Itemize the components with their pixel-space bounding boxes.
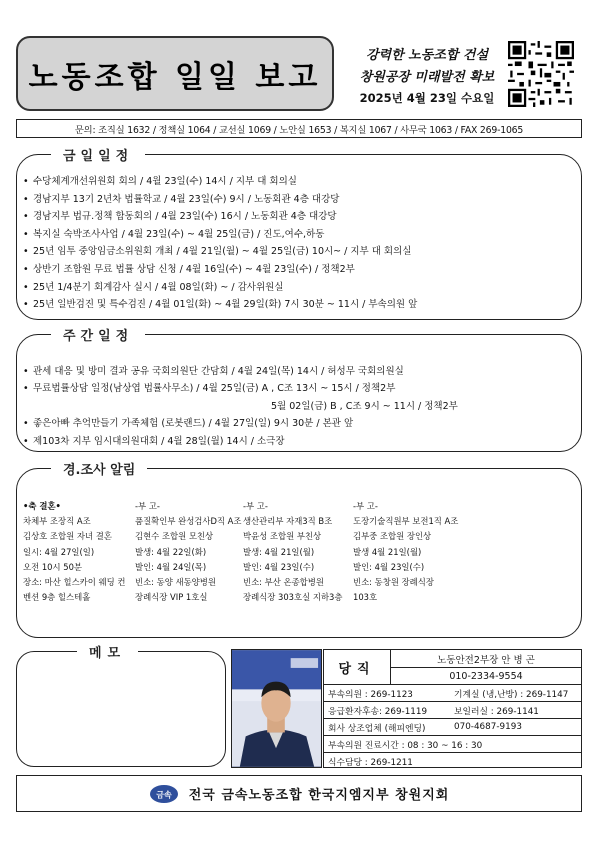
list-item-continuation: 5월 02일(금) B , C조 9시 ~ 11시 / 정책2부 <box>271 400 458 412</box>
duty-officer-phone: 010-2334-9554 <box>391 668 581 685</box>
memo-box <box>16 646 226 767</box>
list-item: • 경남지부 13기 2년차 법률학교 / 4월 23일(수) 9시 / 노동회관 4층 대강당 <box>23 193 340 205</box>
report-date: 2025년 4월 23일 수요일 <box>359 91 495 105</box>
duty-officer-photo <box>231 649 322 768</box>
list-item: • 25년 1/4분기 회계감사 실시 / 4월 08일(화) ~ / 감사위원실 <box>23 281 284 293</box>
slogan-line-2: 창원공장 미래발전 확보 <box>359 70 495 85</box>
today-schedule-section <box>16 149 582 320</box>
event-column-wedding: •축 결혼• 차체부 조장직 A조 김상호 조합원 자녀 결혼 일시: 4월 27일(일) 오전 10시 50분 장소: 마산 힐스카이 웨딩 컨 벤션 9층 힐스테홀 <box>23 501 126 603</box>
list-item: • 복지실 숙박조사사업 / 4월 23일(수) ~ 4월 25일(금) / 진도,여수,하동 <box>23 228 325 240</box>
contact-extensions: 문의: 조직실 1632 / 정책실 1064 / 교선실 1069 / 노안실 1653 / 복지실 1067 / 사무국 1063 / FAX 269-1065 <box>16 119 582 138</box>
list-item: • 25년 일반검진 및 특수검진 / 4월 01일(화) ~ 4월 29일(화) 7시 30분 ~ 11시 / 부속의원 앞 <box>23 299 418 311</box>
union-logo-text: 금속 <box>155 790 172 799</box>
event-column-funeral-2: -부 고- 생산관리부 자재3직 B조 박윤성 조합원 부친상 발생: 4월 21일(월) 발인: 4월 23일(수) 빈소: 부산 온종합병원 장례식장 303호실 지하3층 <box>243 501 343 603</box>
duty-info-panel <box>323 649 582 768</box>
list-item: • 경남지부 법규.정책 합동회의 / 4월 23일(수) 16시 / 노동회관 4층 대강당 <box>23 211 337 223</box>
duty-row: 부속의원 : 269-1123 기계실 (냉,난방) : 269-1147 <box>324 685 581 702</box>
duty-row: 응급환자후송: 269-1119 보일러실 : 269-1141 <box>324 702 581 719</box>
list-item: • 관세 대응 및 방미 결과 공유 국회의원단 간담회 / 4월 24일(목) 14시 / 허성무 국회의원실 <box>23 366 404 377</box>
slogan-line-1: 강력한 노동조합 건설 <box>365 48 489 63</box>
qr-code-icon[interactable] <box>508 41 574 107</box>
footer-banner <box>16 775 582 812</box>
report-title: 노동조합 일일 보고 <box>28 59 322 95</box>
memo-title: 메모 <box>77 642 138 661</box>
duty-label: 당직 <box>324 650 391 685</box>
list-item: • 좋은아빠 추억만들기 가족체험 (로봇랜드) / 4월 27일(일) 9시 30분 / 본관 앞 <box>23 418 354 430</box>
list-item: • 25년 임투 중앙임금소위원회 개최 / 4월 21일(월) ~ 4월 25일(금) 10시~ / 지부 대 회의실 <box>23 246 412 258</box>
footer-org-name: 전국 금속노동조합 한국지엠지부 창원지회 <box>188 788 450 803</box>
report-title-box <box>16 36 334 111</box>
union-logo-icon <box>149 784 179 804</box>
duty-row: 식수담당 : 269-1211 <box>328 757 413 768</box>
weekly-schedule-title: 주간일정 <box>51 325 145 344</box>
duty-row: 회사 상조업체 (해피엔딩) 070-4687-9193 <box>324 719 581 736</box>
event-column-funeral-1: -부 고- 품질확인부 완성검사D직 A조 김현수 조합원 모친상 발생: 4월 22일(화) 발인: 4월 24일(목) 빈소: 동양 새동양병원 장례식장 VIP 1호실 <box>135 501 242 603</box>
list-item: • 제103차 지부 임시대의원대회 / 4월 28일(월) 14시 / 소극장 <box>23 435 285 447</box>
today-schedule-title: 금일일정 <box>51 145 145 164</box>
duty-officer-name: 노동안전2부장 안 병 곤 <box>391 650 581 668</box>
weekly-schedule-section <box>16 329 582 452</box>
list-item: • 수당체계개선위원회 회의 / 4월 23일(수) 14시 / 지부 대 회의실 <box>23 176 297 187</box>
duty-row: 부속의원 진료시간 : 08 : 30 ~ 16 : 30 <box>324 736 581 753</box>
list-item: • 무료법률상담 일정(남상엽 법률사무소) / 4월 25일(금) A , C조 13시 ~ 15시 / 정책2부 <box>23 383 396 395</box>
events-section <box>16 463 582 638</box>
event-column-funeral-3: -부 고- 도장기술직원부 보전1직 A조 김부중 조합원 장인상 발생 4월 21일(월) 발인: 4월 23일(수) 빈소: 동창원 장례식장 103호 <box>353 501 459 603</box>
events-title: 경.조사 알림 <box>51 459 147 478</box>
list-item: • 상반기 조합원 무료 법률 상담 신청 / 4월 16일(수) ~ 4월 23일(수) / 정책2부 <box>23 263 355 275</box>
